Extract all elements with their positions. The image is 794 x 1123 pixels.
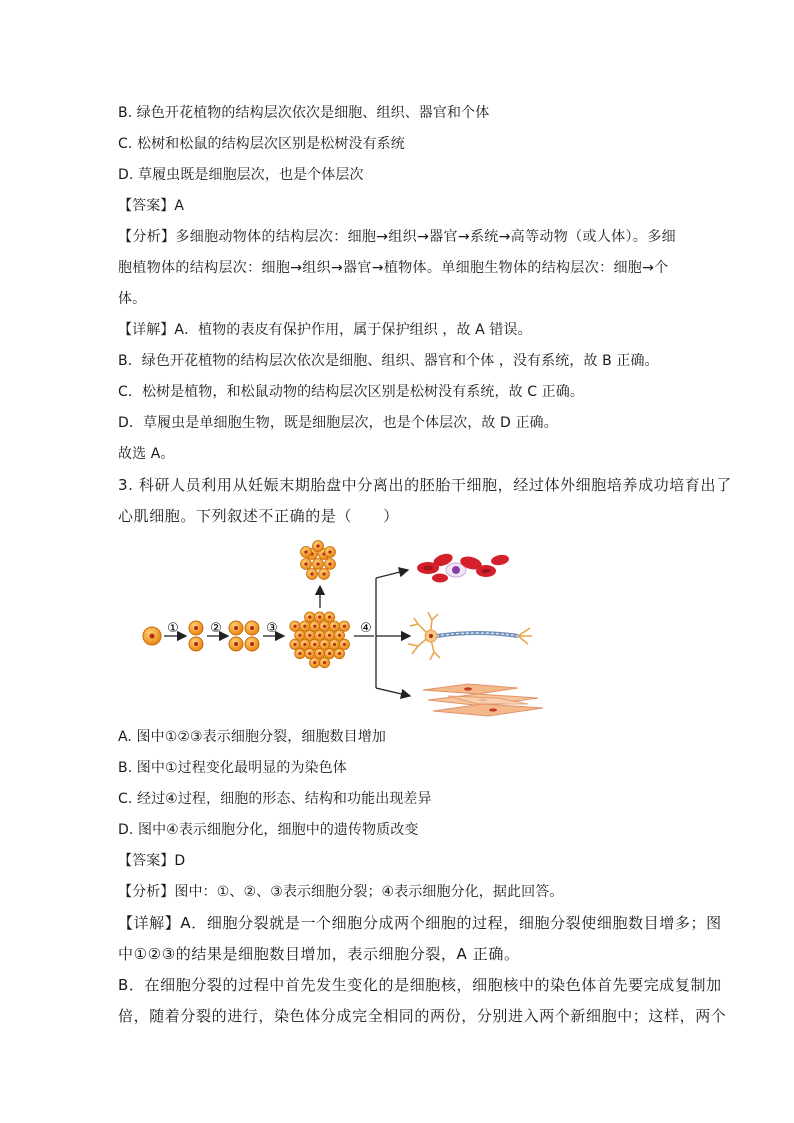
blood-cells	[417, 551, 510, 582]
single-cell	[143, 627, 161, 645]
option-c: C. 经过④过程，细胞的形态、结构和功能出现差异	[118, 791, 432, 807]
cell-nucleus	[308, 652, 311, 655]
cell-nucleus	[328, 550, 331, 553]
step-label-4: ④	[360, 621, 372, 636]
detail-prev-a: 【详解】A．植物的表皮有保护作用，属于保护组织 ，故 A 错误。	[118, 322, 532, 338]
cell-nucleus	[323, 625, 326, 628]
question-3-line-1: 3. 科研人员利用从妊娠末期胎盘中分离出的胚胎干细胞，经过体外细胞培养成功培育出了	[118, 476, 732, 494]
cell-nucleus	[318, 634, 321, 637]
cell-nucleus	[293, 625, 296, 628]
cell-mass	[290, 612, 350, 668]
cell-nucleus	[328, 562, 331, 565]
cell-nucleus	[298, 634, 301, 637]
four-cells	[229, 621, 259, 651]
option-d: D. 图中④表示细胞分化，细胞中的遗传物质改变	[118, 822, 419, 838]
cell-nucleus	[328, 616, 331, 619]
cell-nucleus	[308, 616, 311, 619]
detail-b-line-1: B．在细胞分裂的过程中首先发生变化的是细胞核，细胞核中的染色体首先要完成复制加	[118, 976, 722, 994]
cell-nucleus	[313, 643, 316, 646]
cell-nucleus	[323, 643, 326, 646]
question-3-line-2: 心肌细胞。下列叙述不正确的是（ ）	[118, 507, 399, 525]
cell-nucleus	[323, 661, 326, 664]
cell-nucleus	[338, 634, 341, 637]
detail-prev-c: C．松树是植物，和松鼠动物的结构层次区别是松树没有系统，故 C 正确。	[118, 384, 584, 400]
cell-nucleus	[313, 625, 316, 628]
option-b: B. 图中①过程变化最明显的为染色体	[118, 760, 347, 776]
analysis-prev-line-1: 【分析】多细胞动物体的结构层次：细胞→组织→器官→系统→高等动物（或人体）。多细	[118, 229, 676, 245]
muscle-cells	[423, 684, 543, 716]
cell-nucleus	[293, 643, 296, 646]
detail-a-line-1: 【详解】A．细胞分裂就是一个细胞分成两个细胞的过程，细胞分裂使细胞数目增多；图	[118, 914, 722, 932]
answer-prev: 【答案】A	[118, 198, 185, 214]
upper-cell-cluster	[301, 541, 336, 580]
option-a: A. 图中①②③表示细胞分裂，细胞数目增加	[118, 729, 386, 745]
cell-nucleus	[328, 652, 331, 655]
cell-nucleus	[303, 625, 306, 628]
detail-a-line-2: 中①②③的结果是细胞数目增加，表示细胞分裂，A 正确。	[118, 945, 520, 963]
cell-nucleus	[318, 652, 321, 655]
two-cells	[189, 621, 203, 651]
option-b-prev: B. 绿色开花植物的结构层次依次是细胞、组织、器官和个体	[118, 105, 490, 121]
cell-nucleus	[343, 625, 346, 628]
analysis: 【分析】图中：①、②、③表示细胞分裂；④表示细胞分化，据此回答。	[118, 884, 564, 900]
cell-nucleus	[304, 562, 307, 565]
cell-differentiation-figure	[138, 538, 558, 718]
detail-prev-b: B．绿色开花植物的结构层次依次是细胞、组织、器官和个体 ，没有系统，故 B 正确。	[118, 353, 659, 369]
cell-nucleus	[316, 544, 319, 547]
cell-nucleus	[303, 643, 306, 646]
cell-nucleus	[308, 634, 311, 637]
nerve-cell-nucleus	[429, 634, 433, 638]
arrow-to-muscle	[376, 688, 410, 696]
detail-prev-d: D．草履虫是单细胞生物，既是细胞层次，也是个体层次，故 D 正确。	[118, 415, 558, 431]
analysis-prev-line-3: 体。	[118, 291, 147, 307]
cell-nucleus	[316, 562, 319, 565]
conclusion-prev: 故选 A。	[118, 446, 175, 462]
detail-b-line-2: 倍，随着分裂的进行，染色体分成完全相同的两份，分别进入两个新细胞中；这样，两个	[118, 1007, 727, 1025]
answer: 【答案】D	[118, 853, 186, 869]
cell-nucleus	[318, 616, 321, 619]
cell-nucleus	[304, 550, 307, 553]
cell-nucleus	[313, 661, 316, 664]
cell-nucleus	[298, 652, 301, 655]
cell-nucleus	[328, 634, 331, 637]
step-label-1: ①	[167, 621, 179, 636]
cell-nucleus	[333, 625, 336, 628]
option-c-prev: C. 松树和松鼠的结构层次区别是松树没有系统	[118, 136, 405, 152]
step-label-2: ②	[210, 621, 222, 636]
cell-nucleus	[343, 643, 346, 646]
step-label-3: ③	[266, 621, 278, 636]
option-d-prev: D. 草履虫既是细胞层次，也是个体层次	[118, 167, 364, 183]
analysis-prev-line-2: 胞植物体的结构层次：细胞→组织→器官→植物体。单细胞生物体的结构层次：细胞→个	[118, 260, 669, 276]
cell-nucleus	[338, 652, 341, 655]
cell-nucleus	[322, 572, 325, 575]
cell-nucleus	[310, 572, 313, 575]
arrow-to-blood	[376, 570, 408, 578]
cell-nucleus	[333, 643, 336, 646]
